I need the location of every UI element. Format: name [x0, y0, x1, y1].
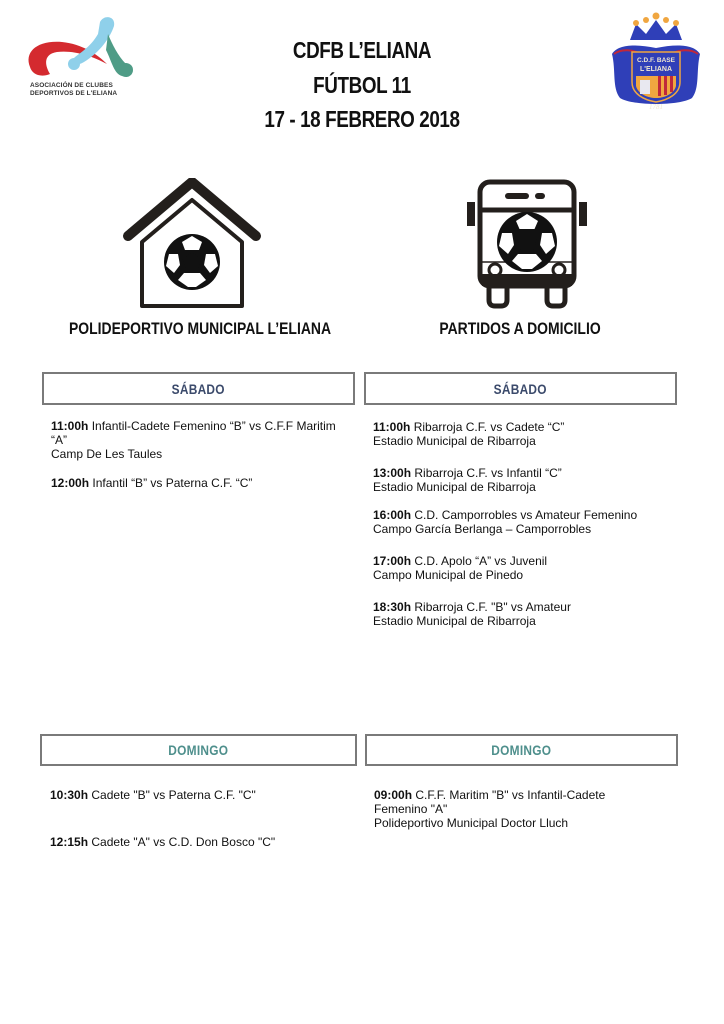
home-sunday-label: DOMINGO [168, 742, 229, 758]
home-saturday-header [42, 372, 355, 405]
asociacion-logo-text-1: ASOCIACIÓN DE CLUBES [30, 82, 113, 89]
match-time: 11:00h [51, 419, 89, 433]
away-sunday-label: DOMINGO [491, 742, 552, 758]
home-saturday-match [51, 419, 351, 461]
crest-text-2: L'ELIANA [640, 66, 672, 73]
match-time: 11:00h [373, 420, 411, 434]
match-teams: Infantil-Cadete Femenino “B” vs C.F.F Maritim [91, 419, 336, 433]
home-sunday-match [50, 835, 350, 849]
match-venue: Campo Municipal de Pinedo [373, 568, 524, 582]
match-teams: Ribarroja C.F. vs Infantil “C” [414, 466, 562, 480]
crest-text-1: C.D.F. BASE [637, 57, 675, 64]
home-venue-heading: POLIDEPORTIVO MUNICIPAL L’ELIANA [68, 319, 332, 338]
match-time: 10:30h [50, 788, 89, 802]
match-venue: Estadio Municipal de Ribarroja [373, 614, 536, 628]
asociacion-logo-mark-icon [22, 12, 142, 82]
away-sunday-header [365, 734, 678, 766]
house-soccer-ball-icon [122, 178, 262, 310]
away-saturday-match [373, 420, 673, 448]
page-title-club: CDFB L’ELIANA [292, 37, 432, 63]
match-teams: Ribarroja C.F. vs Cadete “C” [413, 420, 565, 434]
page-title-dates: 17 - 18 FEBRERO 2018 [264, 106, 460, 132]
match-teams-continued: Femenino "A" [374, 802, 448, 816]
match-time: 12:15h [50, 835, 89, 849]
match-venue: Estadio Municipal de Ribarroja [373, 434, 536, 448]
bus-soccer-ball-icon [465, 178, 589, 310]
match-teams: Ribarroja C.F. "B" vs Amateur [414, 600, 571, 614]
match-teams: C.D. Apolo “A” vs Juvenil [414, 554, 548, 568]
away-sunday-match [374, 788, 674, 830]
page-title-category: FÚTBOL 11 [313, 72, 411, 98]
match-time: 12:00h [51, 476, 90, 490]
match-venue: Polideportivo Municipal Doctor Lluch [374, 816, 569, 830]
crest-year: 1781 [649, 103, 663, 111]
away-saturday-match [373, 554, 673, 582]
match-time: 18:30h [373, 600, 412, 614]
asociacion-logo-text-2: DEPORTIVOS DE L'ELIANA [30, 90, 118, 97]
away-saturday-match [373, 508, 673, 536]
match-teams: Cadete "B" vs Paterna C.F. "C" [91, 788, 256, 802]
cdf-base-leliana-crest [608, 10, 704, 112]
match-time: 13:00h [373, 466, 412, 480]
match-time: 16:00h [373, 508, 412, 522]
match-teams: C.D. Camporrobles vs Amateur Femenino [414, 508, 638, 522]
asociacion-clubes-logo [22, 12, 142, 107]
home-saturday-match [51, 476, 351, 490]
match-teams: Infantil “B” vs Paterna C.F. “C” [92, 476, 253, 490]
away-saturday-label: SÁBADO [493, 380, 548, 397]
match-time: 17:00h [373, 554, 412, 568]
home-sunday-header [40, 734, 357, 766]
match-teams: Cadete "A" vs C.D. Don Bosco "C" [91, 835, 276, 849]
home-saturday-label: SÁBADO [171, 380, 226, 397]
match-venue: Campo García Berlanga – Camporrobles [373, 522, 592, 536]
away-venue-heading: PARTIDOS A DOMICILIO [439, 319, 601, 338]
match-venue: Estadio Municipal de Ribarroja [373, 480, 536, 494]
club-crest-icon [608, 10, 704, 112]
away-saturday-header [364, 372, 677, 405]
match-teams-continued: “A” [51, 433, 67, 447]
away-saturday-match [373, 466, 673, 494]
home-sunday-match [50, 788, 350, 802]
match-time: 09:00h [374, 788, 413, 802]
match-teams: C.F.F. Maritim "B" vs Infantil-Cadete [415, 788, 606, 802]
match-venue: Camp De Les Taules [51, 447, 163, 461]
away-saturday-match [373, 600, 673, 628]
